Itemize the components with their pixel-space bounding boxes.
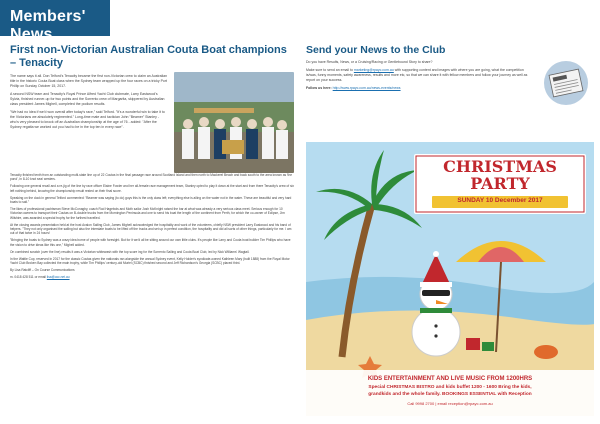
party-title: CHRISTMAS PARTY: [443, 157, 557, 193]
section-title: Members' News: [10, 8, 86, 43]
party-date: SUNDAY 10 December 2017: [457, 197, 543, 204]
news-url-link[interactable]: http://www.rpayc.com.au/news-events/news: [332, 86, 401, 90]
send-news-column: [306, 44, 594, 106]
body-paragraph: At the closing awards presentation held at the host Avalon Sailing Club, James Mighell acknowledged the hospitality and work of the volunteers, chiefly NSW president Larry Eastwood and his band of helpers. "They not only organised the sailing but also the interstate boats to be lifted off the trucks and set up in perfect condition, the hospitality and did all sorts of other things, particularly for me. I am out of that twice in 24 hours!: [10, 222, 292, 236]
body-paragraph: The likes of professional yachtsman Steve McConaghy, coach Rod Hagebols and Moth sailor Josh McKnight raised the bar at what was already a very serious class meet. Serious enough for 10 Victorian owners to transport their Coutas on B-double trucks from the Mornington Peninsula and one to send his boat the length of the continent from Perth, for which the co-owner of Eclipse, Jim Wilshire, was awarded a special trophy for the furthest travelled.: [10, 206, 285, 220]
intro-paragraph: The name says it all. Don Telford's Tenacity became the first non-Victorian crew to claim an Australian title in the historic Couta Boat class when the Sydney team wrapped up the four races on a tricky Port Phillip on Sunday October 15, 2017.: [10, 74, 168, 88]
send-news-text: [306, 60, 534, 106]
follow-us: [306, 86, 534, 91]
poster-contact: Call 9998 2700 | email reception@rpayc.com.au: [407, 401, 493, 406]
christmas-party-poster: [306, 142, 594, 416]
body-paragraph: In the Wattle Cup, reserved in 2017 for the classic Coutas given the nationals ran alongside the annual Sydney event, Kelly Holder's syndicate-owned Kathleen Mary (built 1888) from the Royal Motor Yacht Club Broken Bay collected the main trophy, while Tim Phillips' century-old Muriel (SCBC) finished second and Jeff Richardson's Georgia (SCBC) placed third.: [10, 256, 290, 265]
send-news-body: [306, 68, 534, 83]
body-paragraph: "Bringing the boats to Sydney was a crazy idea borne of people with foresight. But for it we'd all be sitting around our own little clubs. It's people like Larry and Couta boat builder Tim Phillips who have the vision to drive ideas like this one," Mighell added.: [10, 238, 291, 247]
byline: [10, 268, 295, 279]
body-paragraph: Following one general recall and a re-jig of the line by race officer Elaine Fowler and her all-female race management team, Stanley opted to play it down at the start and from there Tenacity's crew of six left nothing behind, knowing the championship result rested on their final score.: [10, 184, 294, 193]
body-paragraph: On combined scratch (over the line) results it was a Victorian whitewash with the top score ing for the Sorrento Sailing and Couta Boat Club, led by Nick Williams' Wagtail.: [10, 249, 250, 254]
team-photo: [174, 72, 294, 173]
marketing-email-link[interactable]: marketing@rpayc.com.au: [353, 68, 394, 72]
send-news-body-prefix: Make sure to send an email to: [306, 68, 354, 72]
poster-entertainment: KIDS ENTERTAINMENT AND LIVE MUSIC FROM 1200HRS: [367, 376, 533, 382]
byline-contact-prefix: m. 0418 428 511 or email: [10, 274, 47, 279]
send-news-title: Send your News to the Club: [306, 44, 446, 56]
send-news-row: [306, 60, 594, 106]
article-title: First non-Victorian Australian Couta Boat champions – Tenacity: [10, 44, 287, 69]
body-paragraph: Tenacity finished tenth from an outstanding multi-state line up of 22 Coutas in the final passage race around Scotland Island and then north to Mackerel Beach and back south to the area known as 'the pond', in 8-10 knot sea/ westers.: [10, 173, 292, 182]
byline-email-link[interactable]: lisa@occ.net.au: [46, 274, 70, 279]
article-column: [10, 44, 295, 282]
byline-author: By Lisa Ratcliff – On Course Communications: [10, 267, 75, 272]
follow-label: Follow us here:: [306, 86, 333, 90]
byline-contact: [10, 275, 295, 279]
poster-bookings: grandkids and the whole family. BOOKINGS ESSENTIAL with Reception: [368, 392, 532, 397]
article-top-row: [10, 74, 295, 173]
intro-paragraph: A second NSW team and Tenacity's Royal Prince Alfred Yacht Club clubmate, Larry Eastwood's Sylvia, finished runner-up for two points and the Sorrento crew of Margarita, skippered by Australian class president James Mighell, completed the podium results.: [10, 92, 165, 106]
body-paragraph: Speaking on the dock in general Telford commented: "Beamer was saying (to do) guys this is the only class left; everything else is ailing on the water not in the water. These are beautiful and very hard boats to sail.": [10, 195, 292, 205]
newspaper-icon: [540, 60, 592, 106]
members-news-header: [0, 0, 110, 43]
send-news-lead: Do you have Results, News, or a Cruising/Racing or Gentlebound Story to share?: [306, 60, 433, 64]
poster-bistro: Special CHRISTMAS BISTRO and kids buffet 1200 - 1600 Bring the kids,: [368, 385, 532, 390]
article-intro: [10, 74, 168, 173]
send-news-body-suffix: with supporting content and images with where you are going, what the competition is/was, funny moments, safety awareness, results and more etc, so that we can share it with fellow members and follow your journey as well as report on your success.: [306, 68, 528, 82]
intro-paragraph: "We had no idea if we'd won overall after today's race," said Telford. "It's a wonderful win to take it to the Victorians we absolutely regimented." Long-time mate and tactician John "Beamer" Stanley - who's very pleased to knock off an Australian championship at the age of 76 - added: "After the Sydney regatta we worked out you had to be in the top ten in every race".: [10, 110, 165, 129]
